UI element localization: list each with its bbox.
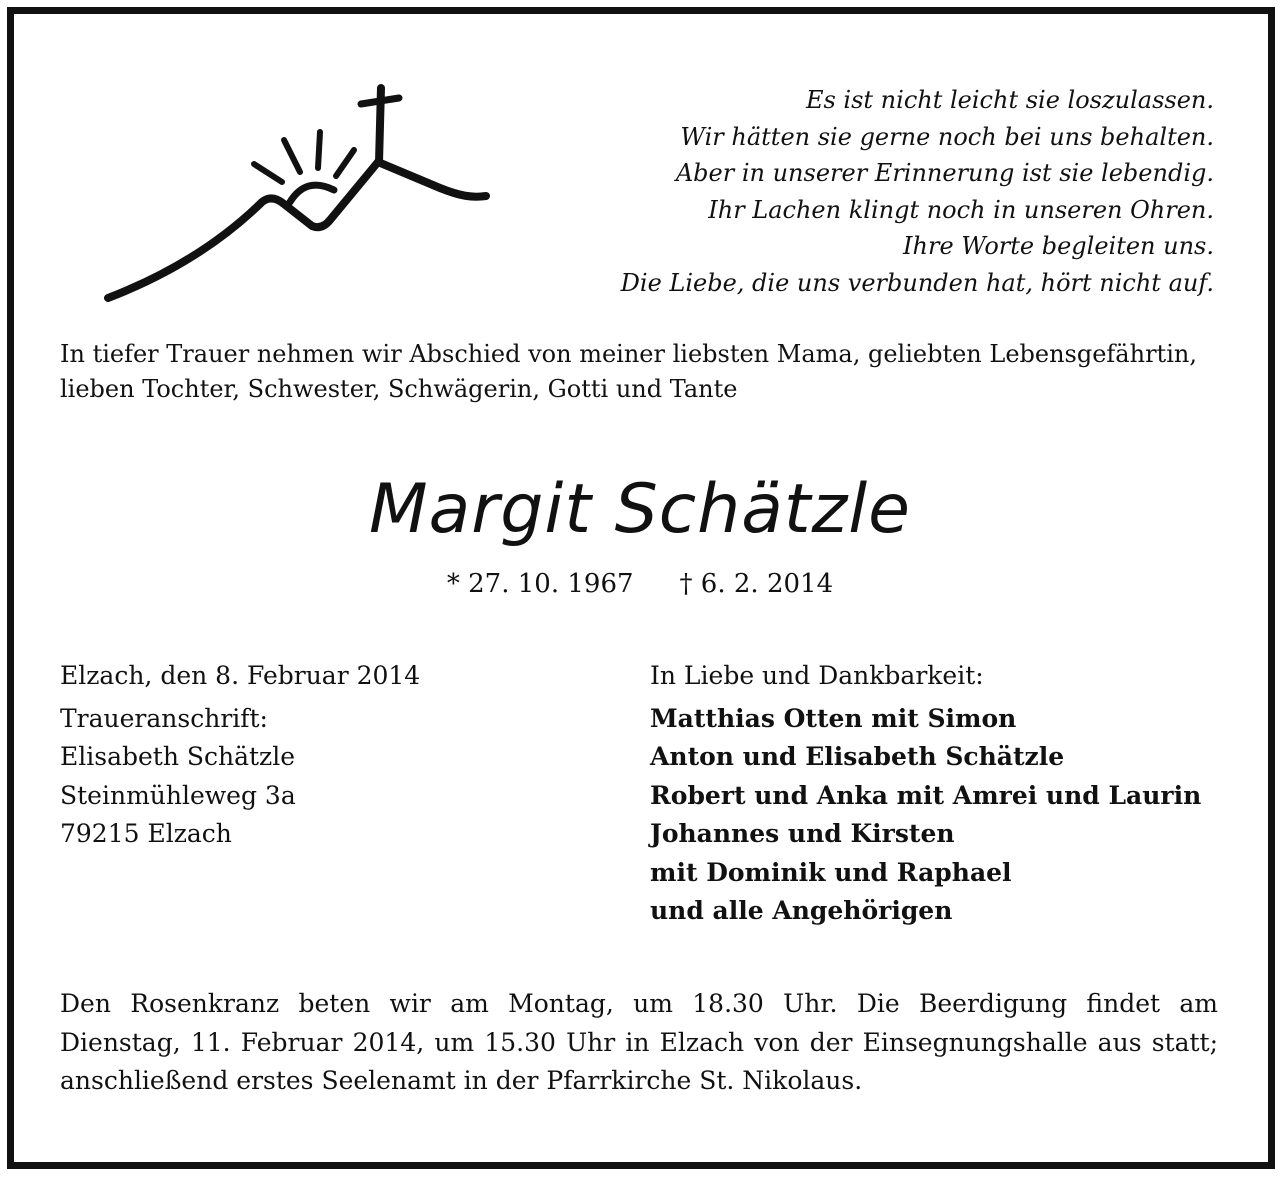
- service-info: [60, 985, 1218, 1101]
- mourner-name: Matthias Otten mit Simon: [650, 703, 1017, 733]
- address-label: Traueranschrift:: [60, 703, 268, 733]
- mourners-heading: In Liebe und Dankbarkeit:: [650, 661, 984, 690]
- service-line: anschließend erstes Seelenamt in der Pfarrkirche St. Nikolaus.: [60, 1066, 863, 1095]
- mourner-name: Johannes und Kirsten: [650, 819, 955, 848]
- poem: [514, 82, 1214, 302]
- address-line: 79215 Elzach: [60, 819, 232, 848]
- intro-line: lieben Tochter, Schwester, Schwägerin, Gotti und Tante: [60, 375, 738, 403]
- poem-line: Aber in unserer Erinnerung ist sie lebendig.: [675, 159, 1214, 188]
- mourners-block: [650, 657, 1250, 931]
- service-line: Den Rosenkranz beten wir am Montag, um 18.30 Uhr. Die Beerdigung findet am: [60, 989, 1218, 1018]
- intro-line: In tiefer Trauer nehmen wir Abschied von meiner liebsten Mama, geliebten Lebensgefährtin,: [60, 340, 1197, 368]
- address-line: Steinmühleweg 3a: [60, 780, 296, 810]
- poem-line: Es ist nicht leicht sie loszulassen.: [805, 86, 1214, 114]
- poem-line: Die Liebe, die uns verbunden hat, hört nicht auf.: [620, 268, 1214, 297]
- place-date: Elzach, den 8. Februar 2014: [60, 661, 421, 690]
- birth-date: * 27. 10. 1967: [446, 569, 634, 599]
- service-line: Dienstag, 11. Februar 2014, um 15.30 Uhr in Elzach von der Einsegnungshalle aus statt;: [60, 1027, 1218, 1057]
- poem-line: Ihr Lachen klingt noch in unseren Ohren.: [708, 195, 1214, 224]
- mourners-list: [650, 700, 1250, 931]
- mourner-name: und alle Angehörigen: [650, 896, 953, 925]
- mourner-name: Anton und Elisabeth Schätzle: [650, 742, 1065, 771]
- mourner-name: Robert und Anka mit Amrei und Laurin: [650, 780, 1202, 810]
- death-date: † 6. 2. 2014: [679, 569, 834, 599]
- life-dates: [0, 566, 1280, 602]
- mountain-cross-sun-icon: [100, 80, 500, 310]
- poem-line: Ihre Worte begleiten uns.: [903, 232, 1214, 261]
- mourner-name: mit Dominik und Raphael: [650, 857, 1012, 887]
- deceased-name: Margit Schätzle: [368, 470, 912, 549]
- address-line: Elisabeth Schätzle: [60, 742, 296, 771]
- intro-text: [60, 337, 1220, 407]
- poem-line: Wir hätten sie gerne noch bei uns behalten.: [680, 122, 1214, 151]
- address-block: [60, 657, 620, 854]
